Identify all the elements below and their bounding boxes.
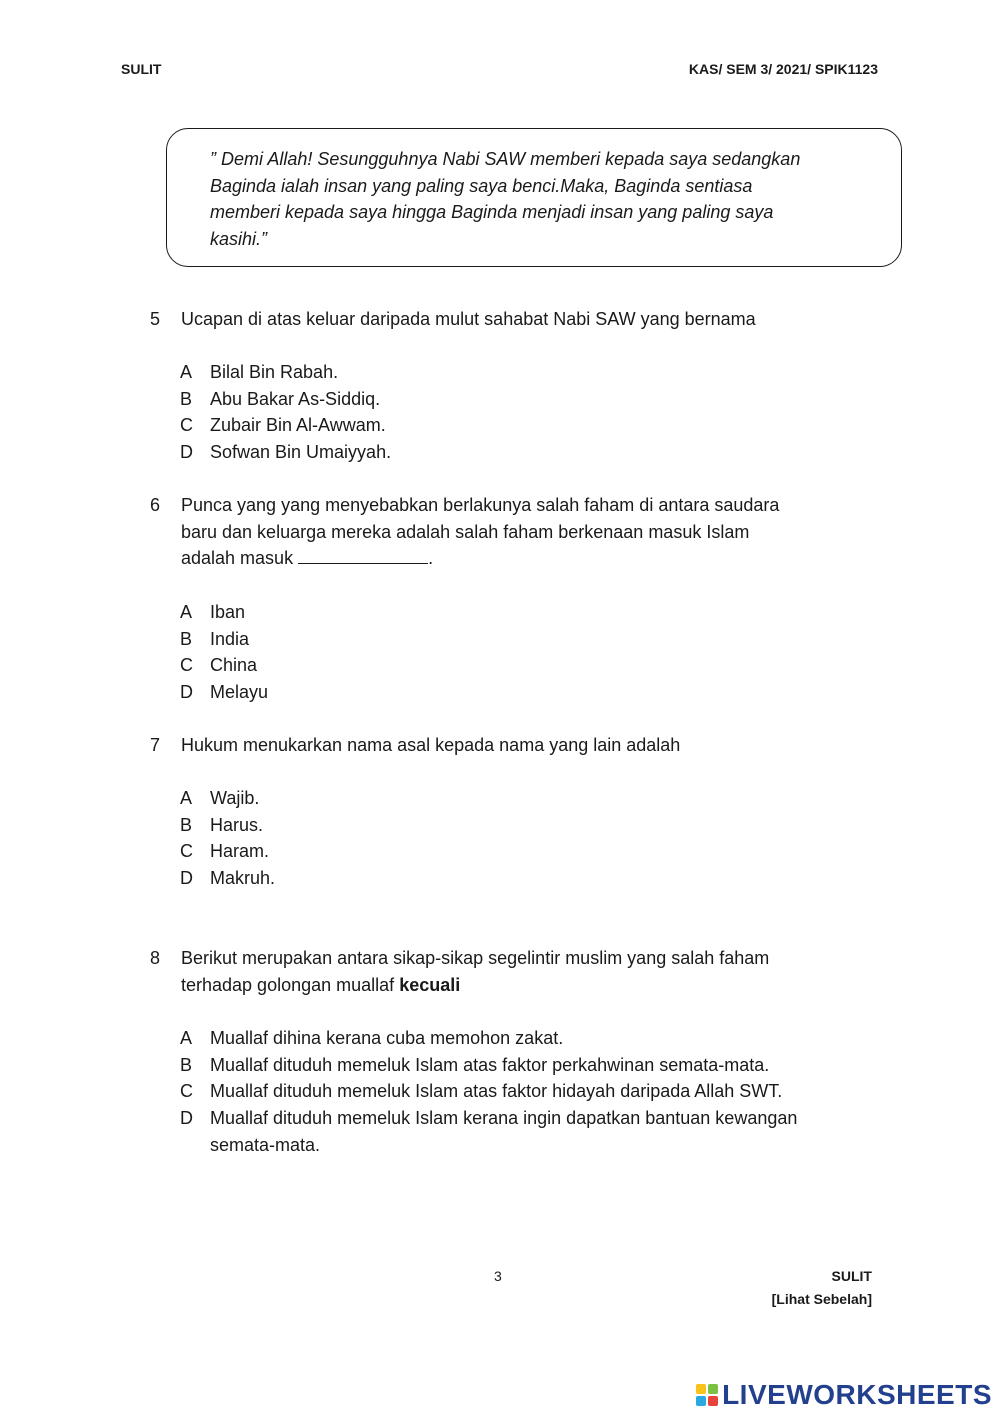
header-left-label: SULIT [121, 61, 162, 77]
option-d[interactable]: D Makruh. [180, 868, 276, 889]
option-b[interactable]: B Muallaf dituduh memeluk Islam atas faktor perkahwinan semata-mata. [180, 1054, 770, 1075]
logo-icon [696, 1384, 718, 1406]
quote-text [210, 146, 890, 253]
quote-line: memberi kepada saya hingga Baginda menjadi insan yang paling saya [210, 202, 774, 223]
option-c[interactable]: C Muallaf dituduh memeluk Islam atas faktor hidayah daripada Allah SWT. [180, 1081, 783, 1102]
question-number: 5 [150, 309, 161, 329]
option-b[interactable]: B Abu Bakar As-Siddiq. [180, 388, 381, 409]
question-8-options [180, 1025, 890, 1159]
quote-line: ” Demi Allah! Sesungguhnya Nabi SAW memberi kepada saya sedangkan [210, 149, 801, 169]
option-d[interactable]: D Muallaf dituduh memeluk Islam kerana ingin dapatkan bantuan kewangan semata-mata. [180, 1108, 798, 1155]
question-8 [150, 945, 890, 998]
logo-text: LIVEWORKSHEETS [722, 1379, 992, 1410]
header-right-code: KAS/ SEM 3/ 2021/ SPIK1123 [688, 61, 878, 77]
option-d[interactable]: D Melayu [180, 682, 269, 703]
question-stem: Berikut merupakan antara sikap-sikap segelintir muslim yang salah faham terhadap golongan muallaf kecuali [181, 948, 770, 995]
answer-blank[interactable] [298, 545, 428, 564]
question-6-options [180, 599, 890, 706]
question-7-options [180, 785, 890, 892]
footer-next-page: [Lihat Sebelah] [771, 1291, 872, 1307]
question-stem: Hukum menukarkan nama asal kepada nama yang lain adalah [181, 735, 681, 755]
liveworksheets-logo [696, 1379, 992, 1411]
emphasis-word: kecuali [399, 974, 461, 995]
question-7 [150, 732, 890, 759]
option-a[interactable]: A Muallaf dihina kerana cuba memohon zakat. [180, 1028, 564, 1048]
question-6 [150, 492, 890, 572]
question-5-options [180, 359, 890, 466]
option-c[interactable]: C Haram. [180, 841, 270, 862]
option-a[interactable]: A Wajib. [180, 788, 260, 808]
option-a[interactable]: A Iban [180, 602, 246, 622]
option-c[interactable]: C Zubair Bin Al-Awwam. [180, 415, 386, 436]
page-number: 3 [494, 1268, 502, 1284]
question-stem: Ucapan di atas keluar daripada mulut sahabat Nabi SAW yang bernama [181, 309, 756, 329]
question-number: 6 [150, 495, 161, 515]
quote-line: Baginda ialah insan yang paling saya benci.Maka, Baginda sentiasa [210, 175, 753, 196]
footer-sulit: SULIT [831, 1268, 872, 1284]
question-5 [150, 306, 890, 333]
question-stem: Punca yang yang menyebabkan berlakunya salah faham di antara saudara baru dan keluarga mereka adalah salah faham berkenaan masuk Islam adalah masuk . [181, 495, 780, 569]
option-b[interactable]: B India [180, 628, 250, 649]
question-number: 8 [150, 948, 161, 968]
option-d[interactable]: D Sofwan Bin Umaiyyah. [180, 442, 392, 463]
quote-line: kasihi.” [210, 229, 268, 250]
option-c[interactable]: C China [180, 655, 258, 676]
option-b[interactable]: B Harus. [180, 814, 264, 835]
option-a[interactable]: A Bilal Bin Rabah. [180, 362, 339, 382]
question-number: 7 [150, 735, 161, 755]
